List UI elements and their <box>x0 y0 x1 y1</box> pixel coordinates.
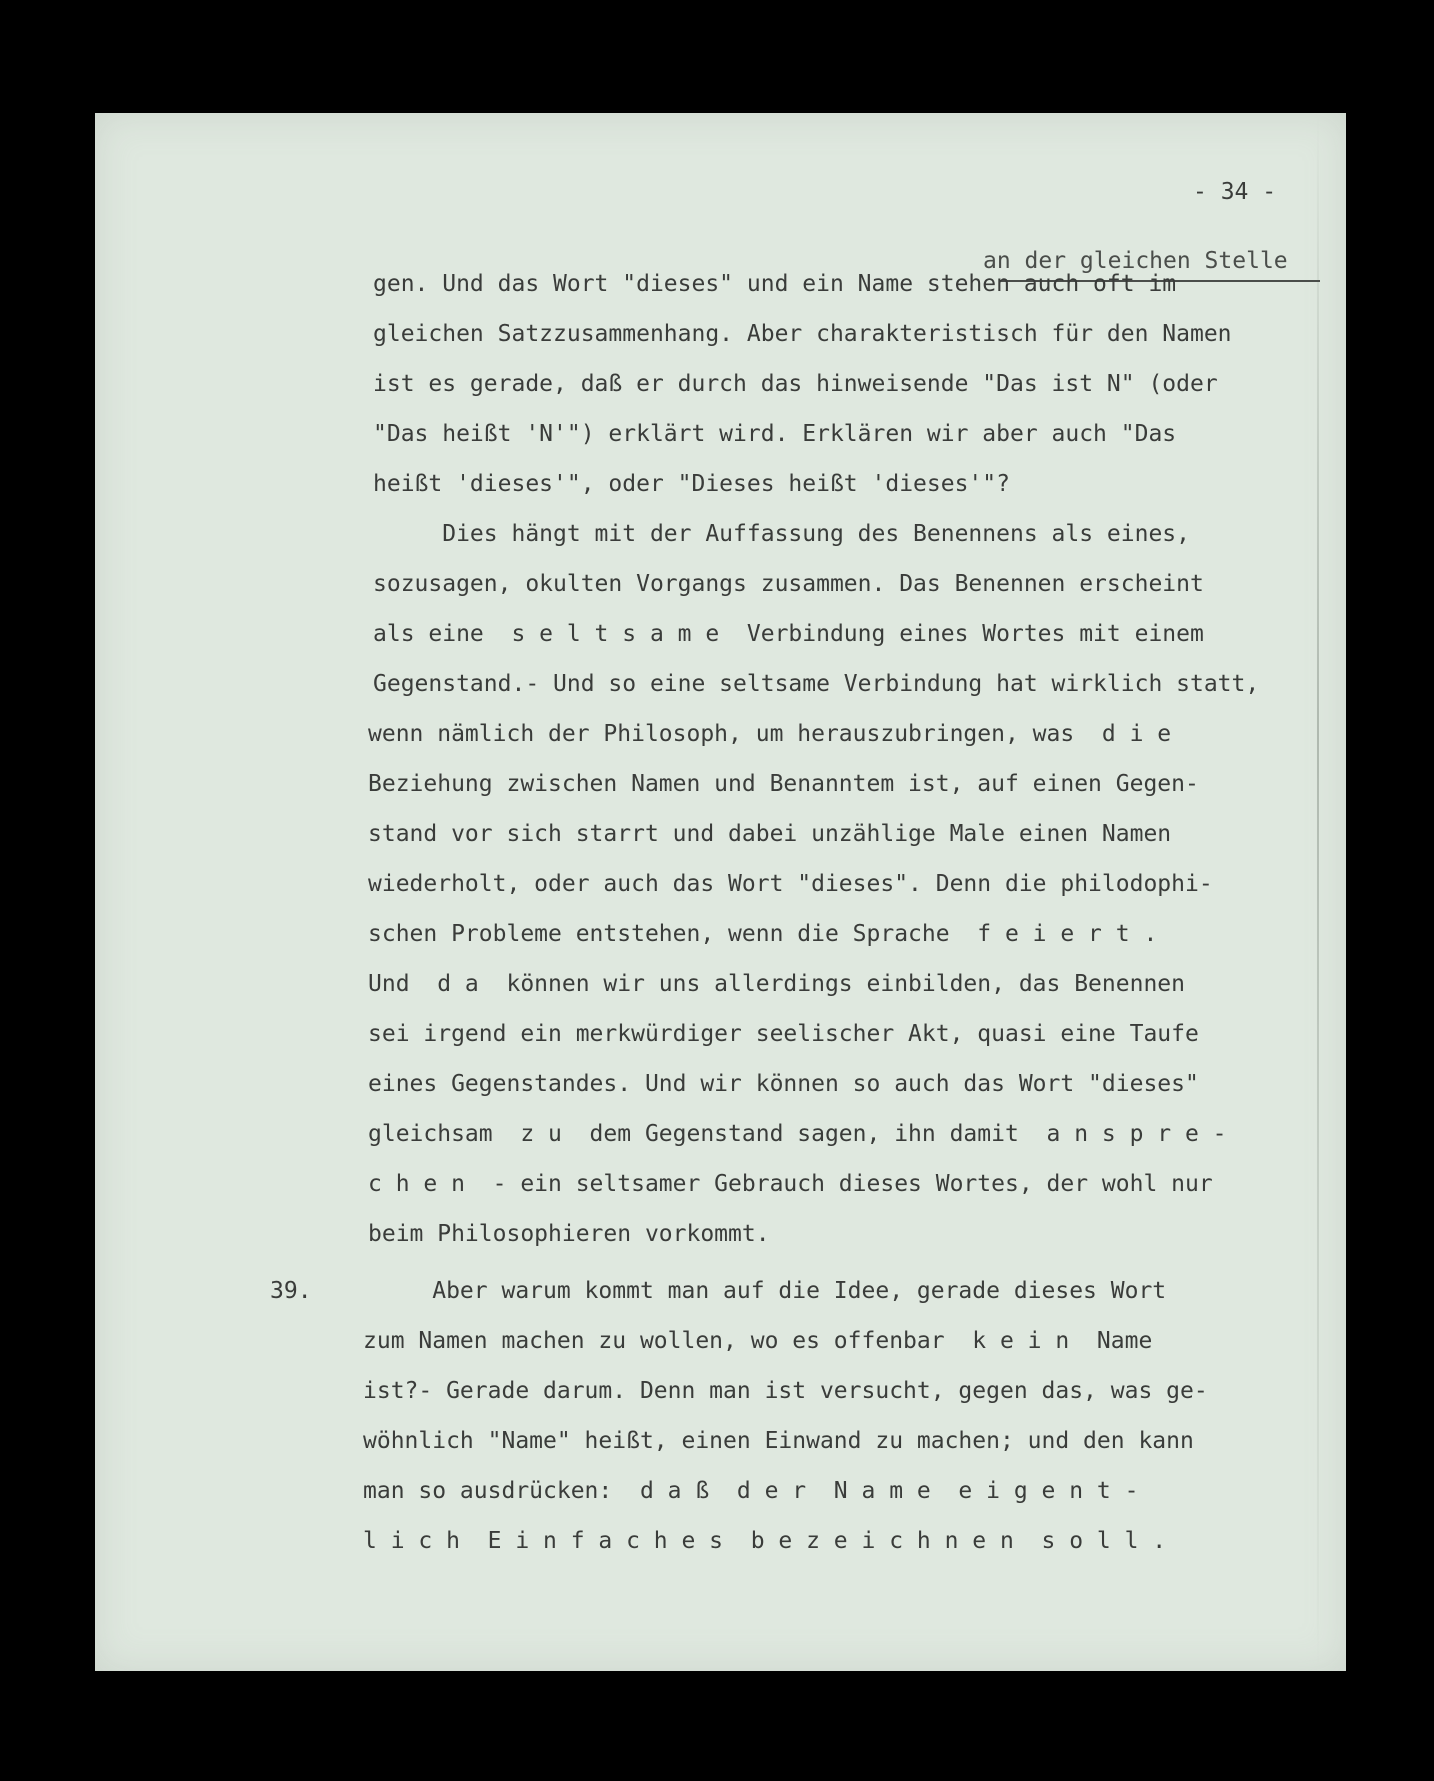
text-line: gleichen Satzzusammenhang. Aber charakteristisch für den Namen <box>373 321 1232 347</box>
text-line: heißt 'dieses'", oder "Dieses heißt 'dieses'"? <box>373 471 1010 497</box>
text-line: sei irgend ein merkwürdiger seelischer Akt, quasi eine Taufe <box>368 1021 1199 1047</box>
text-line: als eine s e l t s a m e Verbindung eines Wortes mit einem <box>373 621 1204 647</box>
text-line: ist?- Gerade darum. Denn man ist versucht, gegen das, was ge- <box>363 1378 1208 1404</box>
text-line: eines Gegenstandes. Und wir können so auch das Wort "dieses" <box>368 1071 1199 1097</box>
text-line: schen Probleme entstehen, wenn die Sprache f e i e r t . <box>368 921 1158 947</box>
text-line: wenn nämlich der Philosoph, um herauszubringen, was d i e <box>368 721 1172 747</box>
text-line: Aber warum kommt man auf die Idee, gerade dieses Wort <box>363 1278 1167 1304</box>
text-line: zum Namen machen zu wollen, wo es offenbar k e i n Name <box>363 1328 1153 1354</box>
text-line: sozusagen, okulten Vorgangs zusammen. Das Benennen erscheint <box>373 571 1204 597</box>
text-line: l i c h E i n f a c h e s b e z e i c h n e n s o l l . <box>363 1528 1167 1554</box>
text-line: wöhnlich "Name" heißt, einen Einwand zu machen; und den kann <box>363 1428 1194 1454</box>
text-line: wiederholt, oder auch das Wort "dieses". Denn die philodophi- <box>368 871 1213 897</box>
text-line: "Das heißt 'N'") erklärt wird. Erklären wir aber auch "Das <box>373 421 1177 447</box>
text-line: Beziehung zwischen Namen und Benanntem ist, auf einen Gegen- <box>368 771 1199 797</box>
text-line: Und d a können wir uns allerdings einbilden, das Benennen <box>368 971 1185 997</box>
text-line: stand vor sich starrt und dabei unzählige Male einen Namen <box>368 821 1172 847</box>
page-number: - 34 - <box>1193 179 1277 205</box>
typescript-page <box>95 113 1346 1671</box>
text-line: man so ausdrücken: d a ß d e r N a m e e i g e n t - <box>363 1478 1139 1504</box>
text-line: gleichsam z u dem Gegenstand sagen, ihn damit a n s p r e - <box>368 1121 1227 1147</box>
text-line: beim Philosophieren vorkommt. <box>368 1221 770 1247</box>
text-line: gen. Und das Wort "dieses" und ein Name stehen auch oft im <box>373 271 1177 297</box>
remark-number: 39. <box>270 1278 312 1304</box>
text-line: Gegenstand.- Und so eine seltsame Verbindung hat wirklich statt, <box>373 671 1260 697</box>
text-line: ist es gerade, daß er durch das hinweisende "Das ist N" (oder <box>373 371 1218 397</box>
handwritten-insertion: an der gleichen Stelle <box>983 248 1288 274</box>
text-line: c h e n - ein seltsamer Gebrauch dieses Wortes, der wohl nur <box>368 1171 1213 1197</box>
page-fold-shadow <box>1317 113 1319 1671</box>
text-line: Dies hängt mit der Auffassung des Benennens als eines, <box>373 521 1190 547</box>
